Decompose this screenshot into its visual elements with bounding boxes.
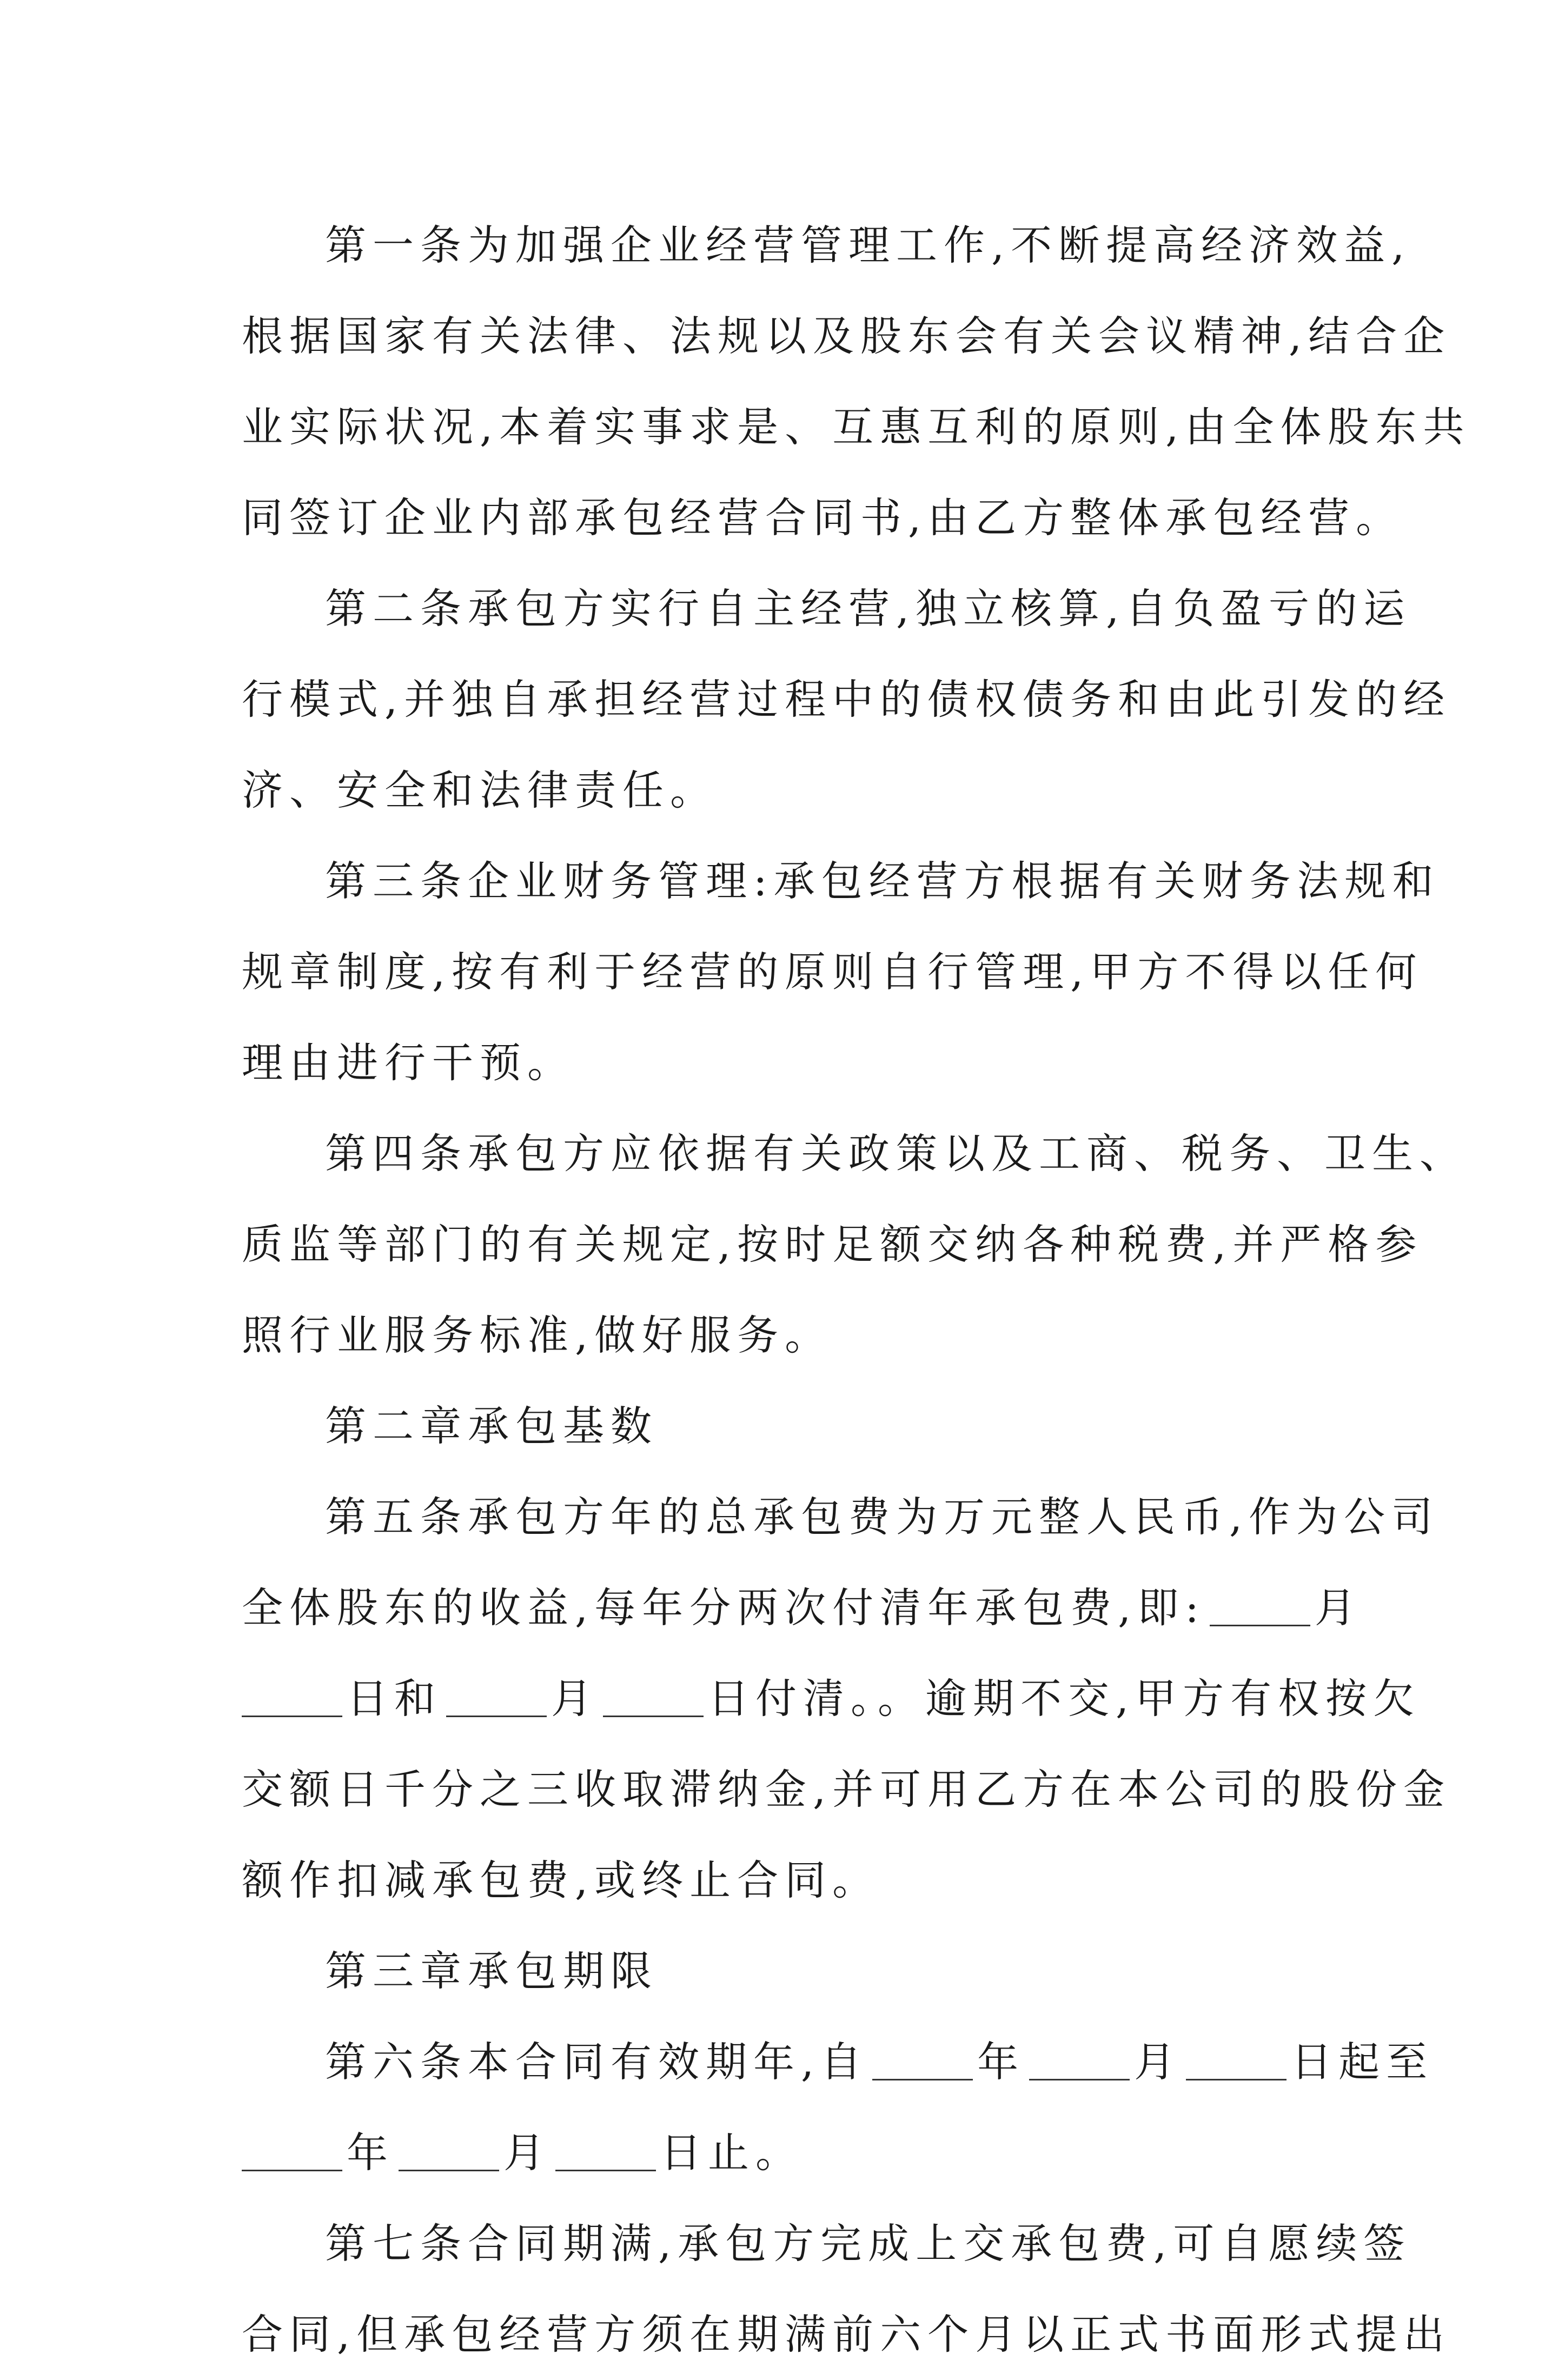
text-line: 规章制度,按有利于经营的原则自行管理,甲方不得以任何	[242, 948, 1423, 996]
article-6-line-1	[242, 2017, 1434, 2108]
text-segment: 日止。	[660, 2129, 803, 2177]
text-segment: 年	[977, 2038, 1025, 2086]
text-segment: 月	[551, 1674, 599, 1723]
article-3-line-3	[242, 1018, 1329, 1108]
fill-blank	[872, 2077, 973, 2080]
text-segment: 第六条本合同有效期年,自	[325, 2038, 868, 2086]
text-line: 行模式,并独自承担经营过程中的债权债务和由此引发的经	[242, 675, 1451, 723]
chapter-3-heading	[242, 1926, 1329, 2017]
fill-blank	[555, 2168, 656, 2171]
article-5-line-1	[242, 1472, 1440, 1563]
text-line: 第二条承包方实行自主经营,独立核算,自负盈亏的运	[325, 584, 1411, 633]
article-2-line-1	[242, 563, 1411, 654]
text-line: 第七条合同期满,承包方完成上交承包费,可自愿续签	[325, 2219, 1411, 2268]
text-line: 质监等部门的有关规定,按时足额交纳各种税费,并严格参	[242, 1220, 1423, 1268]
article-5-line-5	[242, 1835, 1329, 1926]
article-1-line-4	[242, 473, 1404, 563]
article-4-line-2	[242, 1199, 1423, 1290]
fill-blank	[1186, 2077, 1287, 2080]
text-line: 济、安全和法律责任。	[242, 766, 718, 814]
article-1-line-1	[242, 200, 1411, 291]
text-line: 业实际状况,本着实事求是、互惠互利的原则,由全体股东共	[242, 403, 1471, 451]
article-3-line-1	[242, 836, 1440, 927]
chapter-heading: 第三章承包期限	[325, 1947, 658, 1995]
article-3-line-2	[242, 927, 1423, 1018]
text-line: 第一条为加强企业经营管理工作,不断提高经济效益,	[325, 221, 1411, 269]
article-2-line-3	[242, 745, 1329, 836]
text-line: 交额日千分之三收取滞纳金,并可用乙方在本公司的股份金	[242, 1765, 1451, 1813]
text-segment: 日付清。。逾期不交,甲方有权按欠	[708, 1674, 1421, 1723]
chapter-heading: 第二章承包基数	[325, 1402, 658, 1450]
article-5-line-3	[242, 1653, 1421, 1744]
article-4-line-1	[242, 1108, 1467, 1199]
fill-blank	[242, 2168, 342, 2171]
article-4-line-3	[242, 1290, 1329, 1381]
text-line: 照行业服务标准,做好服务。	[242, 1311, 833, 1359]
text-segment: 月	[1314, 1584, 1362, 1632]
chapter-2-heading	[242, 1381, 1329, 1472]
document-body	[242, 200, 1471, 2380]
text-segment: 全体股东的收益,每年分两次付清年承包费,即:	[242, 1584, 1205, 1632]
text-line: 根据国家有关法律、法规以及股东会有关会议精神,结合企	[242, 312, 1451, 360]
fill-blank	[446, 1713, 547, 1717]
text-line: 第四条承包方应依据有关政策以及工商、税务、卫生、	[325, 1129, 1467, 1178]
article-7-line-1	[242, 2198, 1411, 2289]
article-1-line-3	[242, 382, 1471, 473]
text-segment: 月	[503, 2129, 551, 2177]
article-5-line-2	[242, 1563, 1362, 1653]
article-2-line-2	[242, 654, 1451, 745]
text-line: 理由进行干预。	[242, 1039, 575, 1087]
text-segment: 月	[1134, 2038, 1182, 2086]
text-line: 第五条承包方年的总承包费为万元整人民币,作为公司	[325, 1493, 1440, 1541]
text-line: 同签订企业内部承包经营合同书,由乙方整体承包经营。	[242, 494, 1404, 542]
text-line: 额作扣减承包费,或终止合同。	[242, 1856, 880, 1904]
fill-blank	[603, 1713, 704, 1717]
fill-blank	[242, 1713, 342, 1717]
fill-blank	[1210, 1623, 1310, 1626]
article-5-line-4	[242, 1744, 1451, 1835]
text-segment: 年	[347, 2129, 394, 2177]
fill-blank	[1029, 2077, 1130, 2080]
article-7-line-2	[242, 2289, 1451, 2380]
text-segment: 日起至	[1291, 2038, 1434, 2086]
article-1-line-2	[242, 291, 1451, 382]
text-line: 合同,但承包经营方须在期满前六个月以正式书面形式提出	[242, 2310, 1451, 2358]
text-line: 第三条企业财务管理:承包经营方根据有关财务法规和	[325, 857, 1440, 905]
text-segment: 日和	[347, 1674, 442, 1723]
article-6-line-2	[242, 2108, 1329, 2198]
fill-blank	[399, 2168, 499, 2171]
